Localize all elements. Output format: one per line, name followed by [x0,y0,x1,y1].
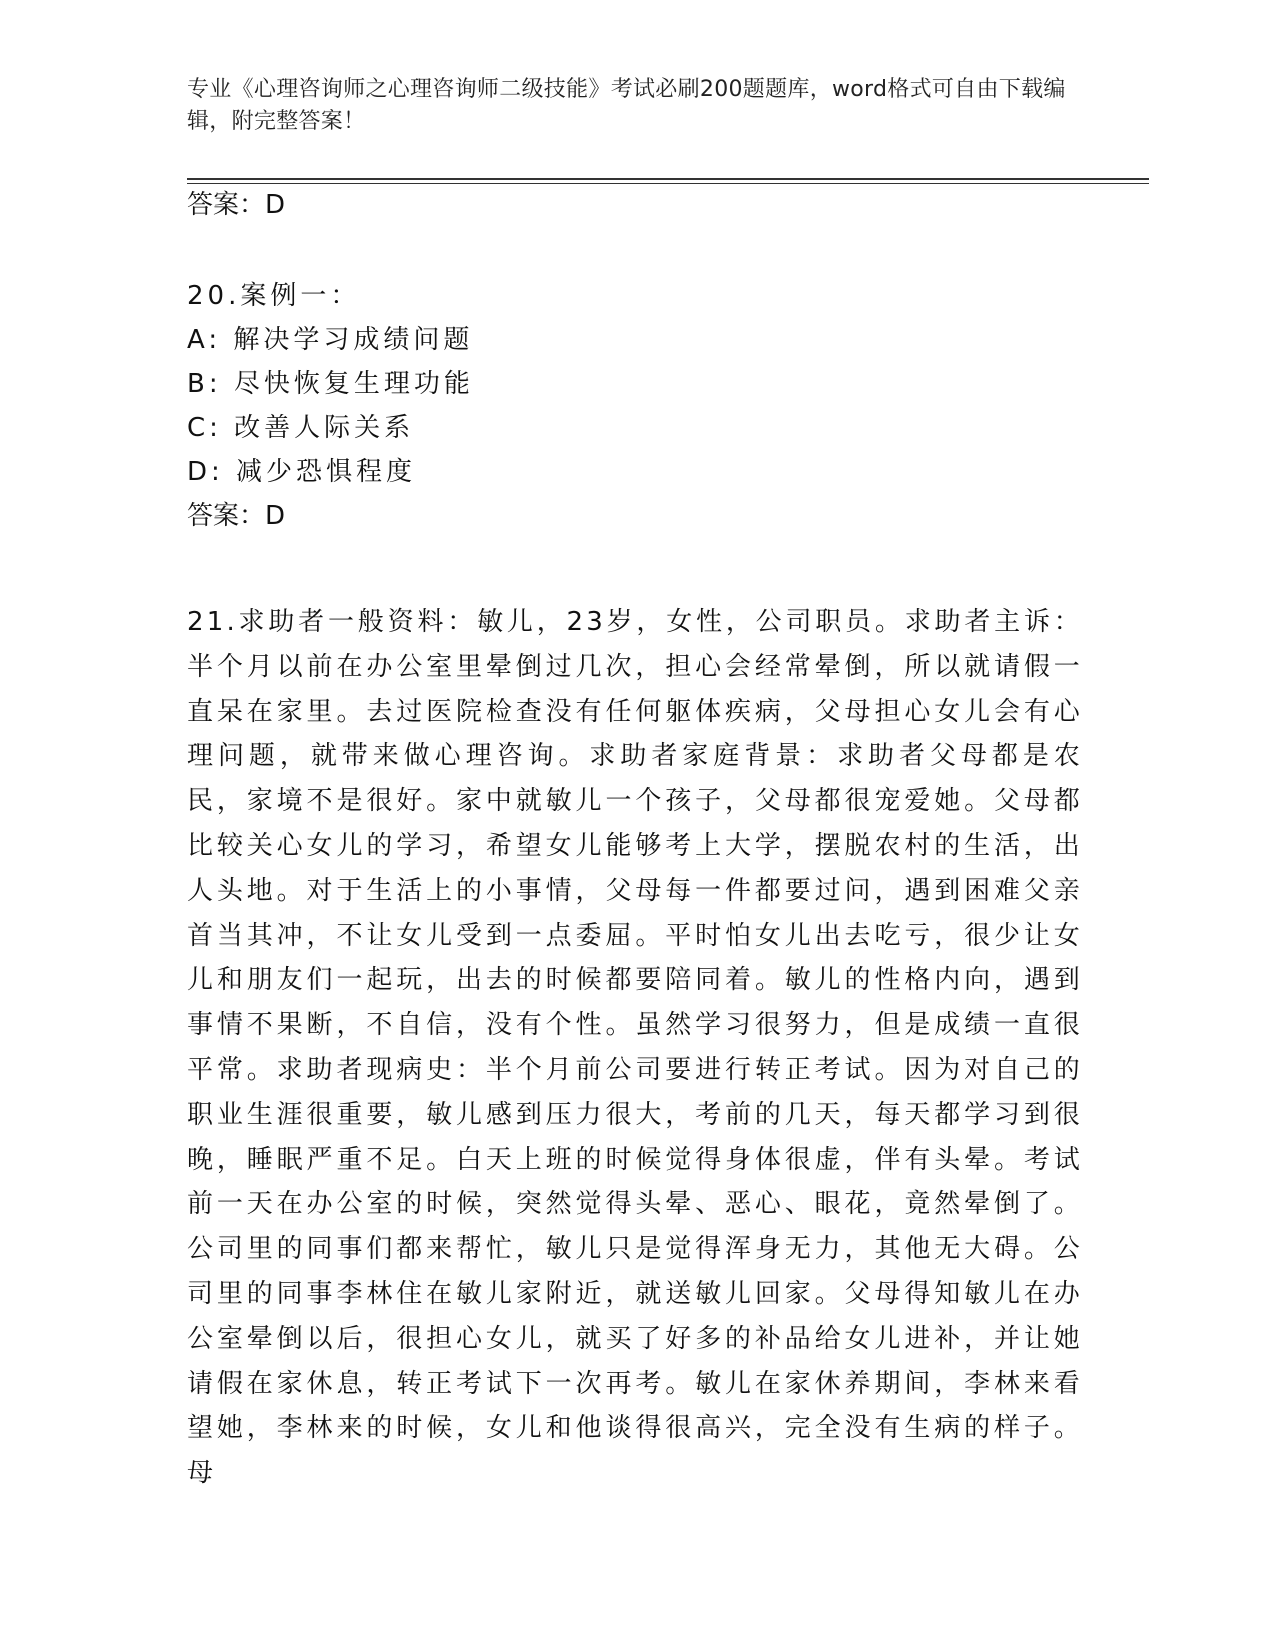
header-divider-thin [187,183,1149,184]
header-divider [187,178,1149,180]
question-20-option-c: C: 改善人际关系 [187,413,415,443]
question-20-stem: 20.案例一： [187,281,361,311]
question-20-option-a: A: 解决学习成绩问题 [187,325,474,355]
question-21-text: 21.求助者一般资料：敏儿，23岁，女性，公司职员。求助者主诉：半个月以前在办公室里晕倒过几次，担心会经常晕倒，所以就请假一直呆在家里。去过医院检查没有任何躯体疾病，父母担心女儿会有心理问题，就带来做心理咨询。求助者家庭背景：求助者父母都是农民，家境不是很好。家中就敏儿一个孩子，父母都很宠爱她。父母都比较关心女儿的学习，希望女儿能够考上大学，摆脱农村的生活，出人头地。对于生活上的小事情，父母每一件都要过问，遇到困难父亲首当其冲，不让女儿受到一点委屈。平时怕女儿出去吃亏，很少让女儿和朋友们一起玩，出去的时候都要陪同着。敏儿的性格内向，遇到事情不果断，不自信，没有个性。虽然学习很努力，但是成绩一直很平常。求助者现病史：半个月前公司要进行转正考试。因为对自己的职业生涯很重要，敏儿感到压力很大，考前的几天，每天都学习到很晚，睡眠严重不足。白天上班的时候觉得身体很虚，伴有头晕。考试前一天在办公室的时候，突然觉得头晕、恶心、眼花，竟然晕倒了。公司里的同事们都来帮忙，敏儿只是觉得浑身无力，其他无大碍。公司里的同事李林住在敏儿家附近，就送敏儿回家。父母得知敏儿在办公室晕倒以后，很担心女儿，就买了好多的补品给女儿进补，并让她请假在家休息，转正考试下一次再考。敏儿在家休养期间，李林来看望她，李林来的时候，女儿和他谈得很高兴，完全没有生病的样子。母 [187,607,1083,1489]
answer-label-previous: 答案：D [187,190,286,220]
question-20-option-d: D: 减少恐惧程度 [187,457,417,487]
answer-label-question-20: 答案：D [187,501,286,531]
page-header-text: 专业《心理咨询师之心理咨询师二级技能》考试必刷200题题库，word格式可自由下载编辑，附完整答案！ [187,77,1066,134]
question-20-option-b: B: 尽快恢复生理功能 [187,369,474,399]
